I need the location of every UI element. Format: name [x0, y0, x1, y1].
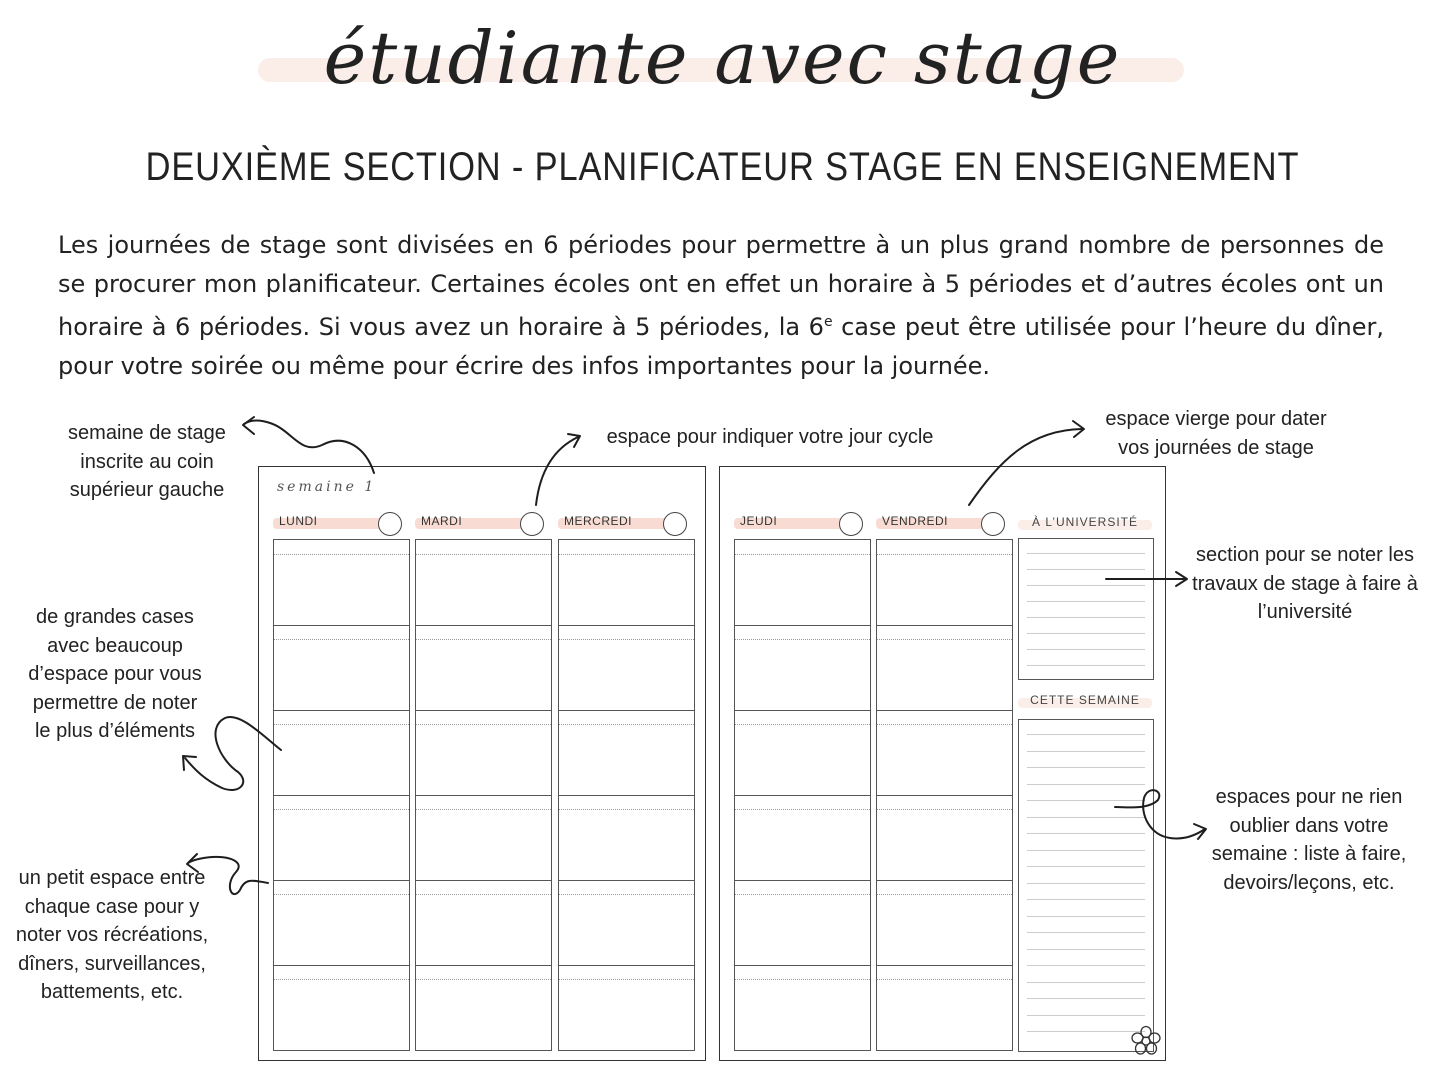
day-label: VENDREDI [882, 514, 949, 528]
day-label: MARDI [421, 514, 463, 528]
intro-superscript: e [823, 314, 833, 330]
arrow-week-corner [244, 420, 374, 473]
intro-part1: Les journées de stage sont divisées en 6 périodes pour permettre à un plus grand nombre de personnes de se procurer mon planificateur. Certaines écoles ont en effet un horaire à 5 périodes et d’autres écoles ont un horaire à 6 périodes. Si vous avez un horaire à 5 périodes, la 6 [58, 231, 1384, 341]
note-dont-forget: espaces pour ne rien oublier dans votre semaine : liste à faire, devoirs/leçons, etc. [1211, 786, 1407, 894]
page-title: étudiante avec stage [323, 16, 1122, 100]
intro-part2: case peut être utilisée pour l’heure du dîner, pour votre soirée ou même pour écrire des infos importantes pour la journée. [58, 313, 1384, 380]
note-week-corner: semaine de stage inscrite au coin supérieur gauche [68, 422, 226, 501]
note-blank-date: espace vierge pour dater vos journées de stage [1105, 408, 1327, 459]
section-subtitle: DEUXIÈME SECTION - PLANIFICATEUR STAGE EN ENSEIGNEMENT [145, 145, 1300, 189]
note-cycle-day: espace pour indiquer votre jour cycle [606, 426, 934, 448]
day-label: JEUDI [740, 514, 778, 528]
university-label: À L’UNIVERSITÉ [1031, 515, 1139, 529]
day-label: LUNDI [279, 514, 318, 528]
note-big-boxes: de grandes cases avec beaucoup d’espace pour vous permettre de noter le plus d’éléments [28, 606, 202, 742]
day-label: MERCREDI [564, 514, 633, 528]
note-small-space: un petit espace entre chaque case pour y noter vos récréations, dîners, surveillances, battements, etc. [15, 867, 209, 1003]
week-label: semaine 1 [277, 479, 377, 495]
this-week-label: CETTE SEMAINE [1030, 693, 1140, 707]
note-university-section: section pour se noter les travaux de stage à faire à l’université [1192, 544, 1418, 623]
